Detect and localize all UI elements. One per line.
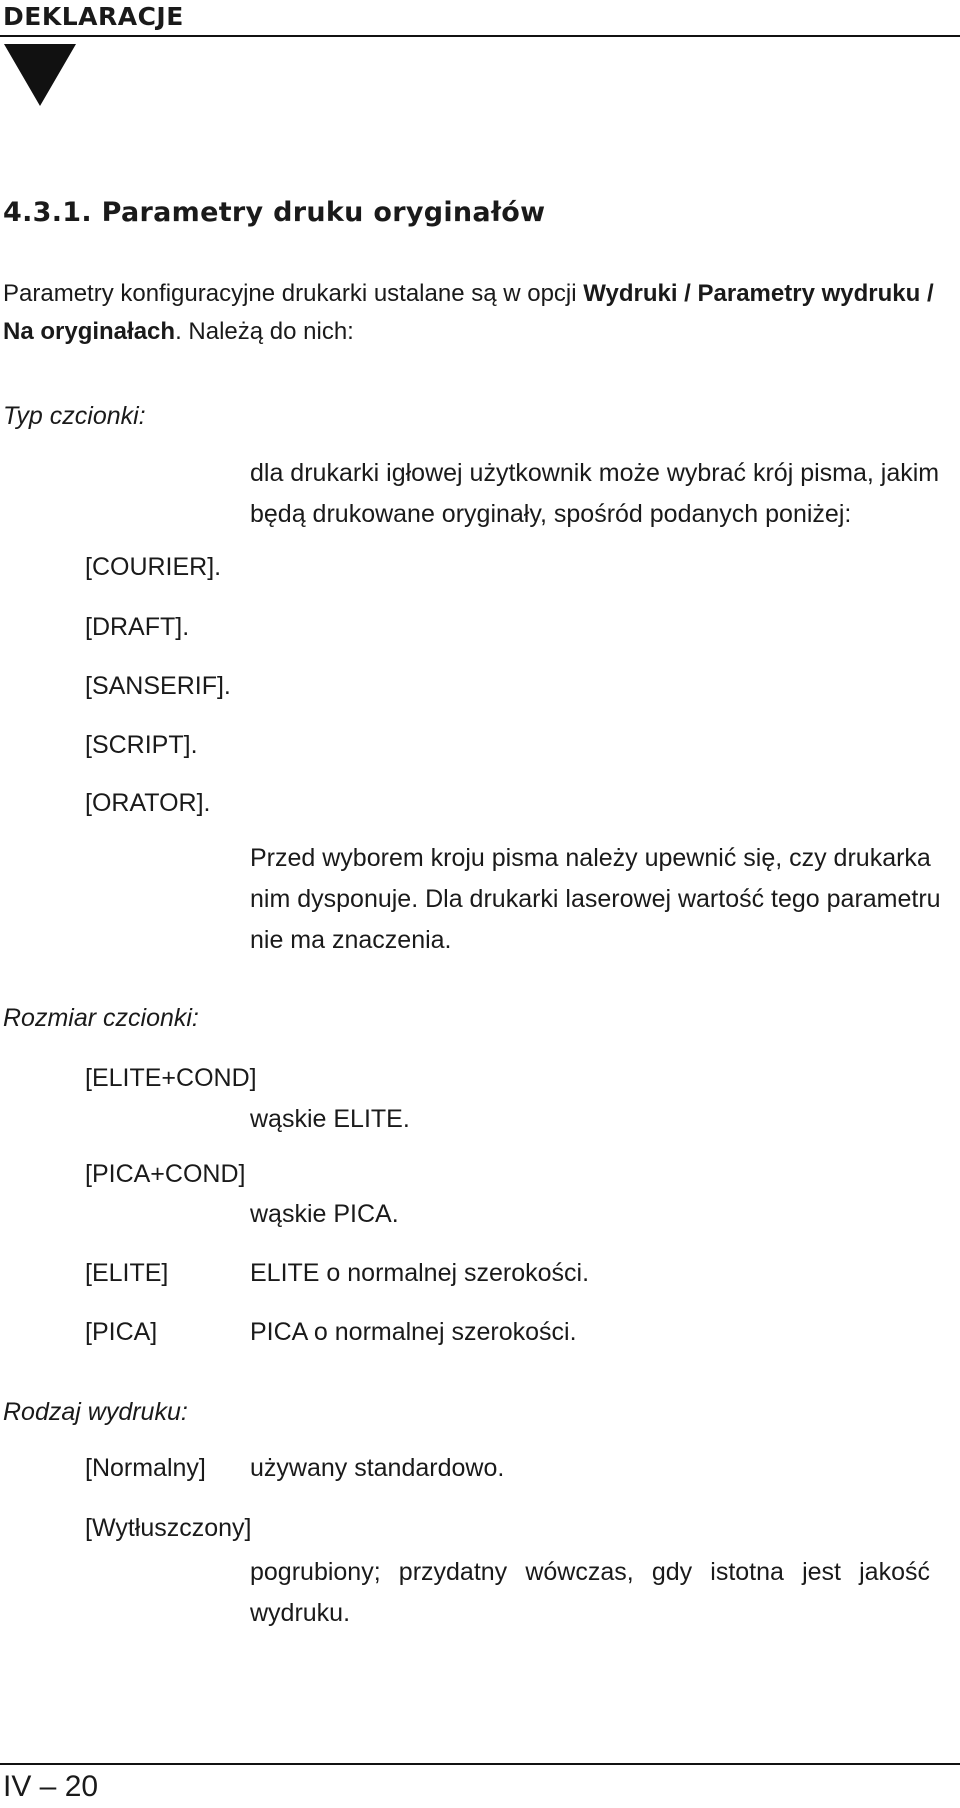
option-pica: [PICA]: [85, 1318, 158, 1346]
header-title: DEKLARACJE: [3, 2, 184, 31]
font-size-label: Rozmiar czcionki:: [3, 1004, 199, 1032]
option-sanserif: [SANSERIF].: [85, 672, 231, 700]
desc-elite: ELITE o normalnej szerokości.: [250, 1259, 590, 1287]
intro-text-1: Parametry konfiguracyjne drukarki ustalane są w opcji: [3, 280, 584, 307]
footer-rule: [0, 1763, 960, 1765]
option-draft: [DRAFT].: [85, 613, 190, 641]
font-type-note: Przed wyborem kroju pisma należy upewnić się, czy drukarka nim dysponuje. Dla drukarki laserowej wartość tego parametru nie ma znaczenia.: [250, 844, 941, 954]
option-orator: [ORATOR].: [85, 789, 211, 817]
page-number: IV – 20: [3, 1770, 99, 1803]
option-courier: [COURIER].: [85, 553, 222, 581]
option-pica-cond: [PICA+COND]: [85, 1160, 246, 1188]
option-script: [SCRIPT].: [85, 731, 198, 759]
desc-pica-cond: wąskie PICA.: [250, 1200, 399, 1228]
triangle-marker-icon: [4, 44, 76, 106]
menu-path: Wydruki / Parametry wydruku / Na oryginałach: [3, 280, 934, 345]
font-type-label: Typ czcionki:: [3, 402, 146, 430]
desc-normalny: używany standardowo.: [250, 1454, 505, 1482]
header-rule: [0, 35, 960, 37]
intro-paragraph: [3, 275, 958, 351]
print-type-label: Rodzaj wydruku:: [3, 1398, 188, 1426]
option-elite-cond: [ELITE+COND]: [85, 1064, 257, 1092]
option-normalny: [Normalny]: [85, 1454, 206, 1482]
desc-elite-cond: wąskie ELITE.: [250, 1105, 410, 1133]
section-title: 4.3.1. Parametry druku oryginałów: [3, 197, 546, 228]
desc-wytluszczony: pogrubiony; przydatny wówczas, gdy istotna jest jakość wydruku.: [250, 1558, 930, 1627]
intro-text-2: . Należą do nich:: [175, 318, 354, 345]
option-wytluszczony: [Wytłuszczony]: [85, 1514, 252, 1542]
font-type-description: dla drukarki igłowej użytkownik może wybrać krój pisma, jakim będą drukowane oryginały, spośród podanych poniżej:: [250, 459, 940, 528]
desc-pica: PICA o normalnej szerokości.: [250, 1318, 577, 1346]
option-elite: [ELITE]: [85, 1259, 169, 1287]
